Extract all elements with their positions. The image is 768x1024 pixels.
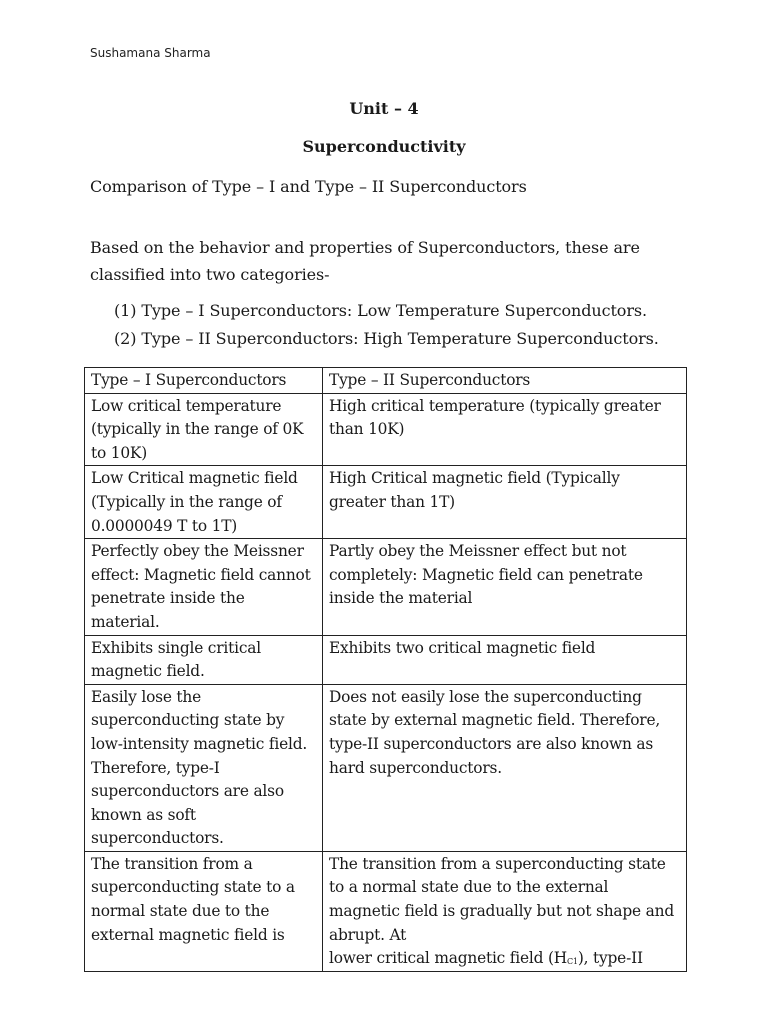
table-row	[85, 851, 687, 971]
hc1-suffix: ), type-II	[577, 949, 643, 968]
hc1-prefix: lower critical magnetic field (H	[329, 949, 568, 968]
cell-type-1: Low critical temperature (typically in the range of 0K to 10K)	[85, 393, 323, 466]
cell-type-2-tail	[329, 947, 681, 971]
table-row	[85, 539, 687, 635]
hc1-subscript: C1	[567, 957, 578, 967]
cell-type-1: Easily lose the superconducting state by low-intensity magnetic field. Therefore, type-I superconductors are also known as soft superconductors.	[85, 684, 323, 851]
cell-type-1: The transition from a superconducting state to a normal state due to the external magnetic field is	[85, 851, 323, 971]
cell-type-1: Perfectly obey the Meissner effect: Magnetic field cannot penetrate inside the material.	[85, 539, 323, 635]
table-header-row	[85, 368, 687, 394]
cell-type-2: High critical temperature (typically greater than 10K)	[323, 393, 687, 466]
cell-type-2	[323, 851, 687, 971]
table-row	[85, 635, 687, 684]
category-item-type-1: (1) Type – I Superconductors: Low Temperature Superconductors.	[114, 301, 647, 320]
table-row	[85, 684, 687, 851]
unit-title: Unit – 4	[349, 99, 419, 118]
header-type-1: Type – I Superconductors	[85, 368, 323, 394]
cell-type-2: High Critical magnetic field (Typically greater than 1T)	[323, 466, 687, 539]
category-item-type-2: (2) Type – II Superconductors: High Temperature Superconductors.	[114, 329, 659, 348]
author-name: Sushamana Sharma	[90, 46, 211, 60]
intro-paragraph: Based on the behavior and properties of Superconductors, these are classified into two categories-	[90, 238, 640, 284]
subject-title: Superconductivity	[302, 137, 466, 156]
section-heading: Comparison of Type – I and Type – II Superconductors	[90, 177, 527, 196]
header-type-2: Type – II Superconductors	[323, 368, 687, 394]
comparison-table	[84, 367, 687, 972]
cell-type-2: Does not easily lose the superconducting state by external magnetic field. Therefore, type-II superconductors are also known as hard superconductors.	[323, 684, 687, 851]
cell-type-2-text: The transition from a superconducting state to a normal state due to the external magnetic field is gradually but not shape and abrupt. At	[329, 854, 674, 944]
table-row	[85, 393, 687, 466]
cell-type-2: Exhibits two critical magnetic field	[323, 635, 687, 684]
cell-type-2: Partly obey the Meissner effect but not completely: Magnetic field can penetrate inside the material	[323, 539, 687, 635]
table-row	[85, 466, 687, 539]
cell-type-1: Low Critical magnetic field (Typically in the range of 0.0000049 T to 1T)	[85, 466, 323, 539]
cell-type-1: Exhibits single critical magnetic field.	[85, 635, 323, 684]
